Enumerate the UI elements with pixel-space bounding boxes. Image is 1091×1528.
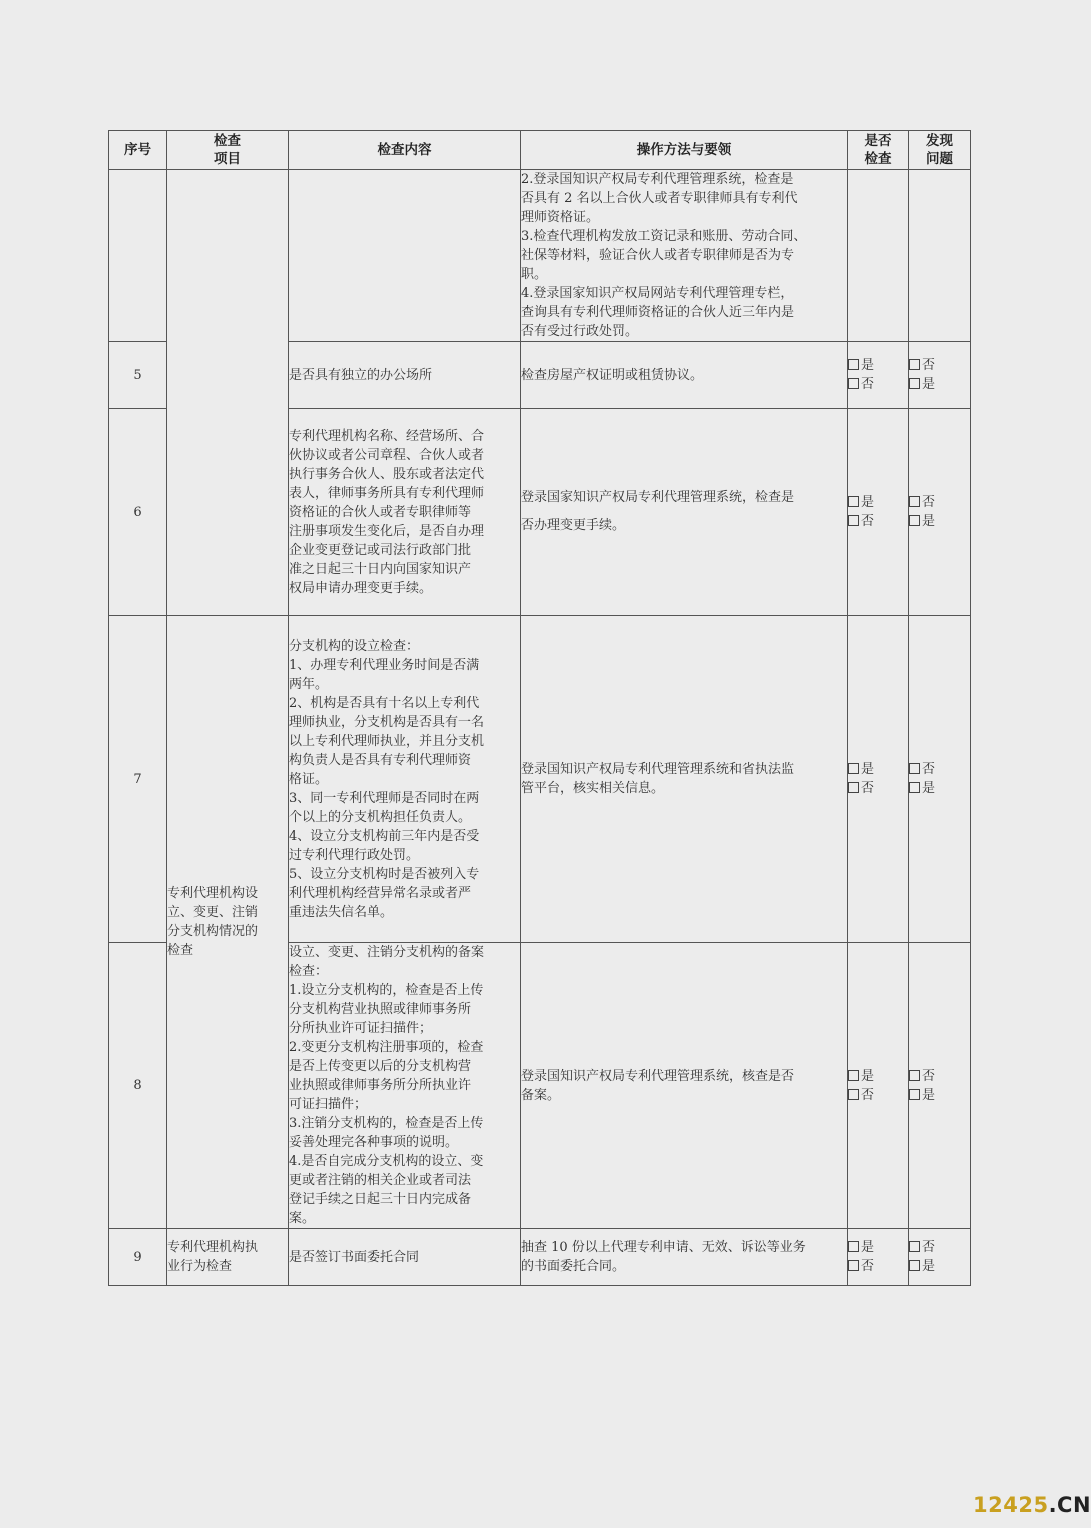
issue-cell <box>909 342 971 409</box>
checked-cell <box>848 616 909 943</box>
checked-cell <box>848 409 909 616</box>
checkbox-option[interactable]: 否 <box>909 493 970 512</box>
header-checked: 是否 检查 <box>848 131 909 170</box>
header-row <box>109 131 971 170</box>
header-seq: 序号 <box>109 131 167 170</box>
checkbox-icon <box>848 1260 859 1271</box>
checkbox-icon <box>848 1241 859 1252</box>
checkbox-icon <box>909 1089 920 1100</box>
checkbox-option[interactable]: 是 <box>848 493 908 512</box>
checkbox-option[interactable]: 否 <box>909 1238 970 1257</box>
checkbox-icon <box>909 378 920 389</box>
checkbox-option[interactable]: 是 <box>848 1238 908 1257</box>
checkbox-option[interactable]: 否 <box>848 375 908 394</box>
content-cell: 设立、变更、注销分支机构的备案 检查： 1.设立分支机构的，检查是否上传 分支机构营业执照或律师事务所 分所执业许可证扫描件； 2.变更分支机构注册事项的，检查 是否上传变更以后的分支机构营 业执照或律师事务所分所执业许 可证扫描件； 3.注销分支机构的，检查是否上传 妥善处理完各种事项的说明。 4.是否自完成分支机构的设立、变 更或者注销的相关企业或者司法 登记手续之日起三十日内完成备 案。 <box>289 943 521 1229</box>
checkbox-option[interactable]: 否 <box>848 779 908 798</box>
checkbox-icon <box>909 359 920 370</box>
checkbox-icon <box>909 1070 920 1081</box>
checkbox-icon <box>848 378 859 389</box>
seq-cell: 6 <box>109 409 167 616</box>
method-cell: 登录国家知识产权局专利代理管理系统，检查是 否办理变更手续。 <box>521 409 848 616</box>
content-cell: 是否具有独立的办公场所 <box>289 342 521 409</box>
checkbox-icon <box>909 782 920 793</box>
inspection-table <box>108 130 971 1286</box>
checkbox-icon <box>909 1260 920 1271</box>
checked-cell <box>848 943 909 1229</box>
table-row <box>109 616 971 943</box>
checkbox-option[interactable]: 是 <box>848 760 908 779</box>
checkbox-icon <box>909 515 920 526</box>
method-cell: 抽查 10 份以上代理专利申请、无效、诉讼等业务 的书面委托合同。 <box>521 1229 848 1286</box>
site-watermark: 12425.CN <box>973 1493 1091 1517</box>
header-content: 检查内容 <box>289 131 521 170</box>
checkbox-option[interactable]: 否 <box>848 512 908 531</box>
checkbox-icon <box>848 359 859 370</box>
method-cell: 检查房屋产权证明或租赁协议。 <box>521 342 848 409</box>
method-cell: 登录国知识产权局专利代理管理系统和省执法监 管平台，核实相关信息。 <box>521 616 848 943</box>
checkbox-option[interactable]: 是 <box>909 779 970 798</box>
content-cell <box>289 170 521 342</box>
checkbox-option[interactable]: 否 <box>909 1067 970 1086</box>
issue-cell <box>909 1229 971 1286</box>
checkbox-option[interactable]: 是 <box>848 1067 908 1086</box>
checkbox-icon <box>848 515 859 526</box>
checkbox-option[interactable]: 是 <box>909 1257 970 1276</box>
checked-cell <box>848 1229 909 1286</box>
checkbox-icon <box>909 1241 920 1252</box>
checkbox-icon <box>848 782 859 793</box>
checkbox-option[interactable]: 是 <box>848 356 908 375</box>
item-cell: 专利代理机构执 业行为检查 <box>167 1229 289 1286</box>
checkbox-icon <box>848 496 859 507</box>
header-method: 操作方法与要领 <box>521 131 848 170</box>
checkbox-icon <box>909 496 920 507</box>
header-issue: 发现 问题 <box>909 131 971 170</box>
item-cell: 专利代理机构设 立、变更、注销 分支机构情况的 检查 <box>167 616 289 1229</box>
checkbox-option[interactable]: 是 <box>909 1086 970 1105</box>
method-cell: 登录国知识产权局专利代理管理系统，核查是否 备案。 <box>521 943 848 1229</box>
seq-cell: 8 <box>109 943 167 1229</box>
content-cell: 分支机构的设立检查： 1、办理专利代理业务时间是否满 两年。 2、机构是否具有十名以上专利代 理师执业，分支机构是否具有一名 以上专利代理师执业，并且分支机 构负责人是否具有专利代理师资 格证。 3、同一专利代理师是否同时在两 个以上的分支机构担任负责人。 4、设立分支机构前三年内是否受 过专利代理行政处罚。 5、设立分支机构时是否被列入专 利代理机构经营异常名录或者严 重违法失信名单。 <box>289 616 521 943</box>
checkbox-option[interactable]: 否 <box>909 760 970 779</box>
table-row <box>109 170 971 342</box>
item-cell <box>167 170 289 616</box>
issue-cell <box>909 616 971 943</box>
checked-cell <box>848 342 909 409</box>
checkbox-option[interactable]: 否 <box>848 1257 908 1276</box>
issue-cell <box>909 943 971 1229</box>
checkbox-icon <box>848 763 859 774</box>
content-cell: 专利代理机构名称、经营场所、合 伙协议或者公司章程、合伙人或者 执行事务合伙人、股东或者法定代 表人，律师事务所具有专利代理师 资格证的合伙人或者专职律师等 注册事项发生变化后，是否自办理 企业变更登记或司法行政部门批 准之日起三十日内向国家知识产 权局申请办理变更手续。 <box>289 409 521 616</box>
checkbox-option[interactable]: 否 <box>909 356 970 375</box>
checkbox-option[interactable]: 是 <box>909 512 970 531</box>
table-row <box>109 1229 971 1286</box>
seq-cell: 7 <box>109 616 167 943</box>
content-cell: 是否签订书面委托合同 <box>289 1229 521 1286</box>
issue-cell <box>909 409 971 616</box>
method-cell: 2.登录国知识产权局专利代理管理系统，检查是 否具有 2 名以上合伙人或者专职律师具有专利代 理师资格证。 3.检查代理机构发放工资记录和账册、劳动合同、 社保等材料，验证合伙人或者专职律师是否为专 职。 4.登录国家知识产权局网站专利代理管理专栏， 查询具有专利代理师资格证的合伙人近三年内是 否有受过行政处罚。 <box>521 170 848 342</box>
checkbox-icon <box>848 1070 859 1081</box>
checkbox-icon <box>848 1089 859 1100</box>
seq-cell: 9 <box>109 1229 167 1286</box>
header-item: 检查 项目 <box>167 131 289 170</box>
checkbox-option[interactable]: 是 <box>909 375 970 394</box>
checkbox-option[interactable]: 否 <box>848 1086 908 1105</box>
seq-cell: 5 <box>109 342 167 409</box>
checkbox-icon <box>909 763 920 774</box>
seq-cell <box>109 170 167 342</box>
